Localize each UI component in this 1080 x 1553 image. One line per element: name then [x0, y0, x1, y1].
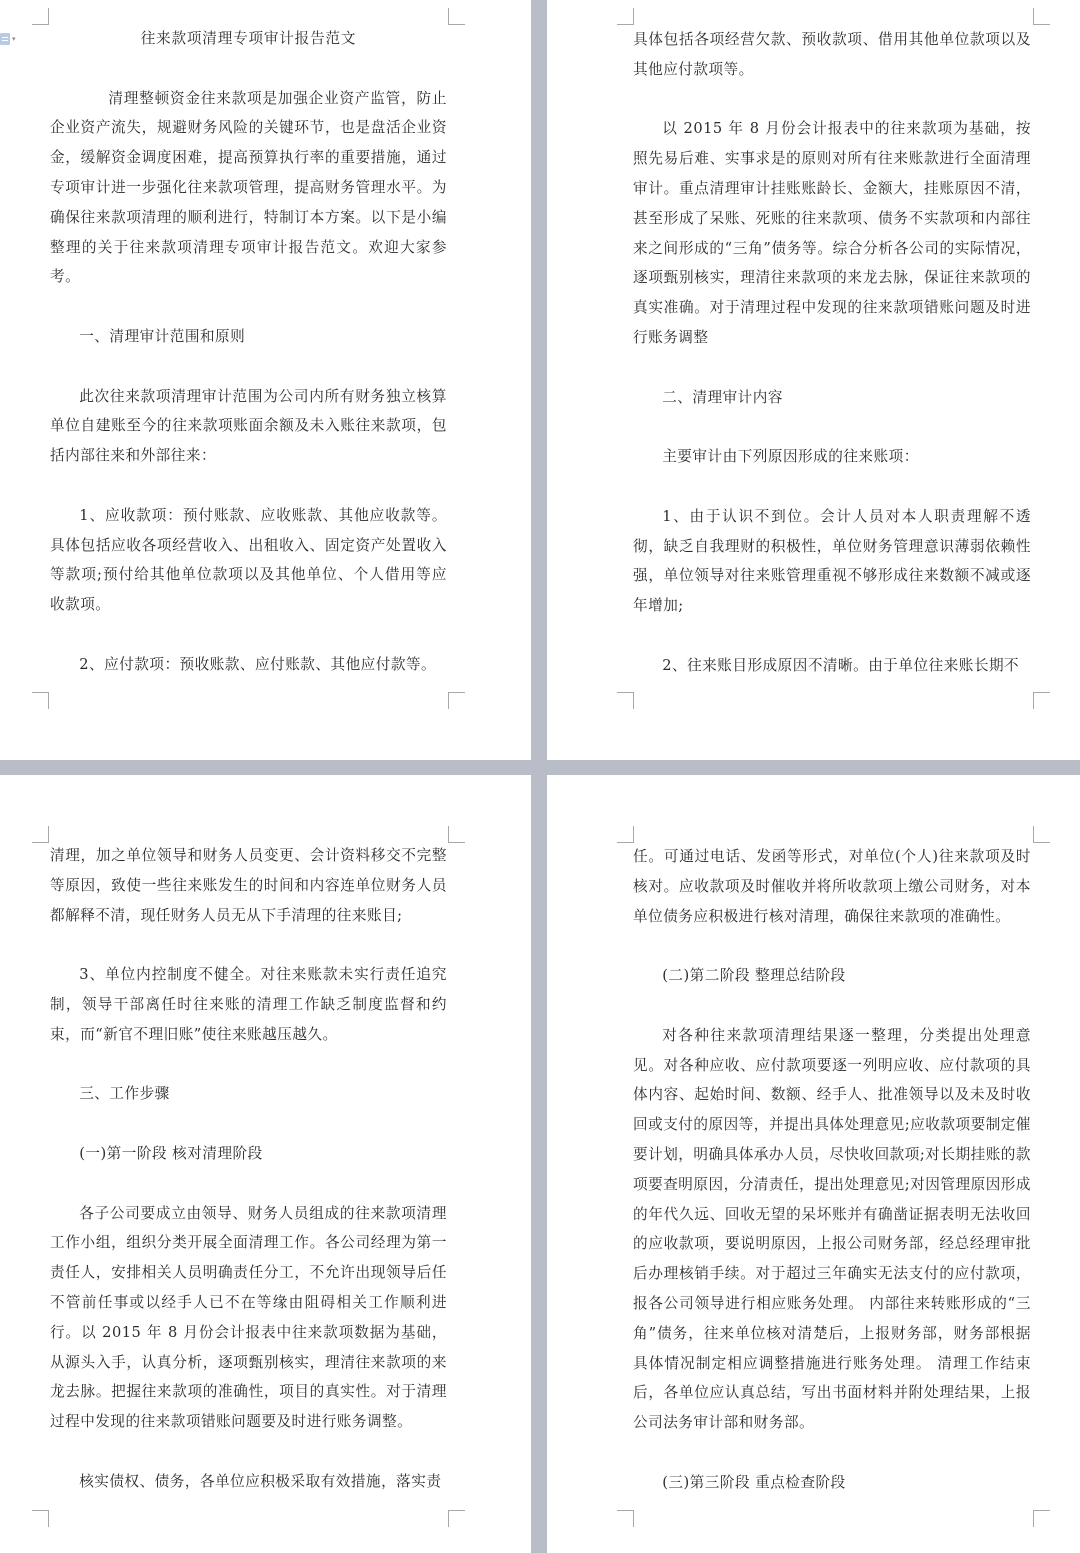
crop-mark-bottom-right-icon: [448, 692, 465, 709]
document-page-2: [547, 0, 1080, 760]
paragraph: 2、应付款项：预收账款、应付账款、其他应付款等。: [79, 655, 437, 673]
subsection-heading-2: (二)第二阶段 整理总结阶段: [662, 967, 846, 985]
crop-mark-top-left-icon: [617, 8, 634, 25]
section-heading-3: 三、工作步骤: [79, 1085, 170, 1103]
clipboard-icon: [0, 33, 10, 45]
page-content[interactable]: [50, 841, 447, 1497]
paragraph: 以 2015 年 8 月份会计报表中的往来款项为基础，按照先易后难、实事求是的原则对所有往来账款进行全面清理审计。重点清理审计挂账账龄长、金额大，挂账原因不清，甚至形成了呆账、死账的往来款项、债务不实款项和内部往来之间形成的“三角”债务等。综合分析各公司的实际情况，逐项甄别核实，理清往来款项的来龙去脉，保证往来款项的真实准确。对于清理过程中发现的往来款项错账问题及时进行账务调整: [633, 120, 1031, 346]
paste-options-icon[interactable]: [0, 32, 22, 46]
page-content[interactable]: [50, 24, 447, 680]
paragraph: 2、往来账目形成原因不清晰。由于单位往来账长期不: [662, 656, 1020, 674]
crop-mark-bottom-right-icon: [1033, 692, 1050, 709]
paragraph: 1、由于认识不到位。会计人员对本人职责理解不透彻，缺乏自我理财的积极性，单位财务管理意识薄弱依赖性强，单位领导对往来账管理重视不够形成往来数额不减或逐年增加;: [633, 507, 1031, 615]
crop-mark-top-left-icon: [617, 826, 634, 843]
crop-mark-bottom-left-icon: [32, 692, 49, 709]
crop-mark-bottom-left-icon: [617, 692, 634, 709]
crop-mark-bottom-right-icon: [1033, 1510, 1050, 1527]
paragraph-continued: 清理，加之单位领导和财务人员变更、会计资料移交不完整等原因，致使一些往来账发生的时间和内容连单位财务人员都解释不清，现任财务人员无从下手清理的往来账目;: [50, 847, 447, 924]
document-title: 往来款项清理专项审计报告范文: [140, 30, 357, 47]
subsection-heading-3: (三)第三阶段 重点检查阶段: [662, 1473, 846, 1491]
document-page-1: [0, 0, 531, 760]
subsection-heading-1: (一)第一阶段 核对清理阶段: [79, 1144, 263, 1162]
document-page-3: [0, 775, 531, 1553]
paragraph: 此次往来款项清理审计范围为公司内所有财务独立核算单位自建账至今的往来款项账面余额及未入账往来款项，包括内部往来和外部往来：: [50, 387, 447, 465]
page-content[interactable]: [633, 842, 1031, 1527]
section-heading-1: 一、清理审计范围和原则: [79, 327, 246, 345]
crop-mark-bottom-right-icon: [448, 1510, 465, 1527]
crop-mark-top-left-icon: [32, 8, 49, 25]
crop-mark-top-left-icon: [32, 826, 49, 843]
paragraph: 核实债权、债务，各单位应积极采取有效措施，落实责: [79, 1472, 442, 1490]
crop-mark-bottom-left-icon: [32, 1510, 49, 1527]
crop-mark-top-right-icon: [448, 826, 465, 843]
crop-mark-top-right-icon: [448, 8, 465, 25]
crop-mark-top-right-icon: [1033, 8, 1050, 25]
paragraph: 对各种往来款项清理结果逐一整理，分类提出处理意见。对各种应收、应付款项要逐一列明应收、应付款项的具体内容、起始时间、数额、经手人、批准领导以及未及时收回或支付的原因等，并提出具体处理意见;应收款项要制定催要计划，明确具体承办人员，尽快收回款项;对长期挂账的款项要查明原因，分清责任，提出处理意见;对因管理原因形成的年代久远、回收无望的呆坏账并有确凿证据表明无法收回的应收款项，要说明原因，上报公司财务部，经总经理审批后办理核销手续。对于超过三年确实无法支付的应付款项，报各公司领导进行相应账务处理。 内部往来转账形成的“三角”债务，往来单位核对清楚后，上报财务部，财务部根据具体情况制定相应调整措施进行账务处理。 清理工作结束后，各单位应认真总结，写出书面材料并附处理结果，上报公司法务审计部和财务部。: [633, 1026, 1031, 1432]
crop-mark-top-right-icon: [1033, 826, 1050, 843]
paragraph: 各子公司要成立由领导、财务人员组成的往来款项清理工作小组，组织分类开展全面清理工作。各公司经理为第一责任人，安排相关人员明确责任分工，不允许出现领导后任不管前任事或以经手人已不在等缘由阻碍相关工作顺利进行。以 2015 年 8 月份会计报表中往来款项数据为基础，从源头入手，认真分析，逐项甄别核实，理清往来款项的来龙去脉。把握往来款项的准确性，项目的真实性。对于清理过程中发现的往来款项错账问题要及时进行账务调整。: [50, 1204, 447, 1431]
section-heading-2: 二、清理审计内容: [662, 388, 783, 406]
paragraph: 1、应收款项：预付账款、应收账款、其他应收款等。具体包括应收各项经营收入、出租收入、固定资产处置收入等款项;预付给其他单位款项以及其他单位、个人借用等应收款项。: [50, 506, 447, 614]
crop-mark-bottom-left-icon: [617, 1510, 634, 1527]
paragraph-continued: 具体包括各项经营欠款、预收款项、借用其他单位款项以及其他应付款项等。: [633, 31, 1031, 78]
paragraph: 主要审计由下列原因形成的往来账项：: [662, 448, 919, 466]
page-content[interactable]: [633, 25, 1031, 681]
document-page-4: [547, 775, 1080, 1553]
chevron-down-icon: ▾: [12, 34, 16, 43]
paragraph: 3、单位内控制度不健全。对往来账款未实行责任追究制，领导干部离任时往来账的清理工作缺乏制度监督和约束，而“新官不理旧账”使往来账越压越久。: [50, 966, 447, 1043]
intro-paragraph: 清理整顿资金往来款项是加强企业资产监管，防止企业资产流失，规避财务风险的关键环节，也是盘活企业资金，缓解资金调度困难，提高预算执行率的重要措施，通过专项审计进一步强化往来款项管理，提高财务管理水平。为确保往来款项清理的顺利进行，特制订本方案。以下是小编整理的关于往来款项清理专项审计报告范文。欢迎大家参考。: [50, 89, 447, 286]
paragraph-continued: 任。可通过电话、发函等形式，对单位(个人)往来款项及时核对。应收款项及时催收并将所收款项上缴公司财务，对本单位债务应积极进行核对清理，确保往来款项的准确性。: [633, 848, 1031, 925]
